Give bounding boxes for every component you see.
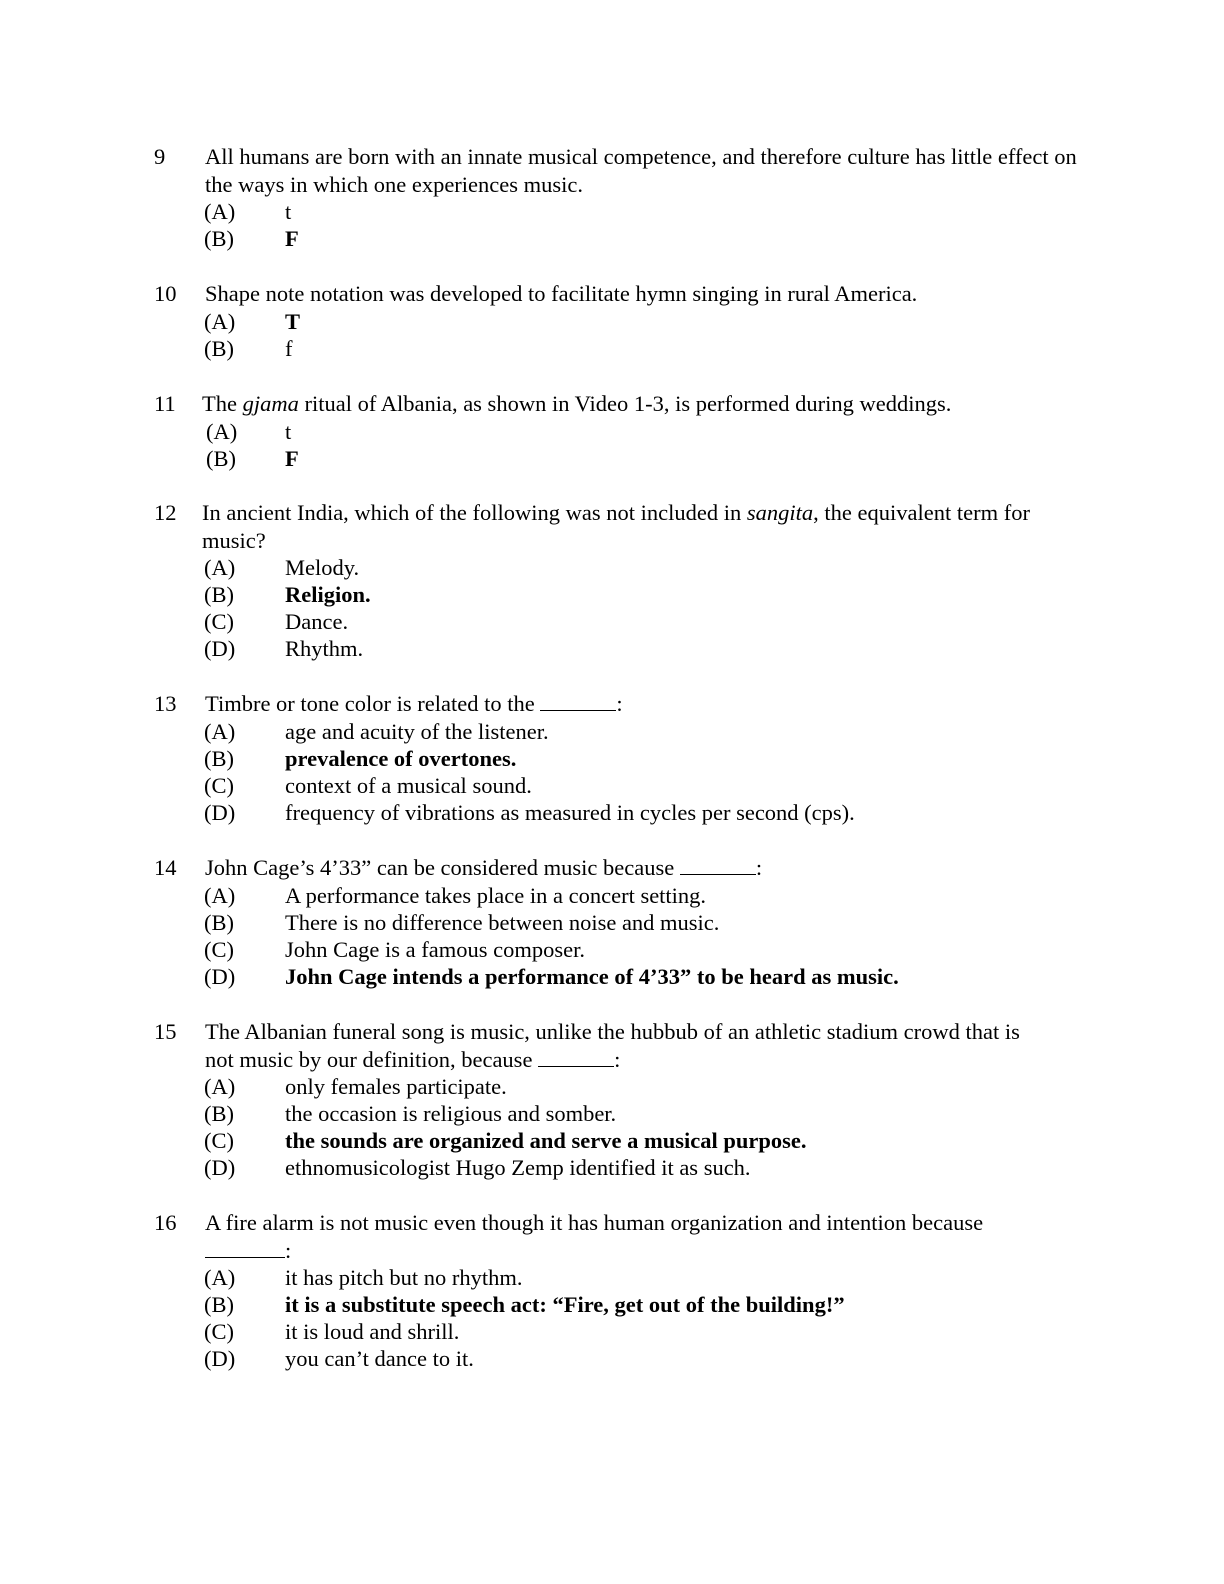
- option-letter: (D): [204, 964, 236, 989]
- answer-option[interactable]: [0, 1154, 1224, 1182]
- question-stem: [202, 390, 1082, 418]
- option-letter: (B): [204, 226, 234, 251]
- option-letter: (B): [206, 446, 236, 471]
- option-text: f: [285, 336, 293, 361]
- answer-option[interactable]: [0, 909, 1224, 937]
- answer-option[interactable]: [0, 799, 1224, 827]
- option-letter: (D): [204, 1155, 236, 1180]
- answer-option-correct[interactable]: [0, 581, 1224, 609]
- option-letter: (C): [204, 1128, 234, 1153]
- option-letter: (A): [204, 718, 236, 744]
- option-letter: (B): [204, 910, 234, 935]
- option-text: T: [285, 308, 301, 334]
- option-text: it is loud and shrill.: [285, 1319, 460, 1344]
- stem-text: The: [202, 391, 243, 416]
- answer-option-correct[interactable]: [0, 1291, 1224, 1319]
- question-stem: Shape note notation was developed to facilitate hymn singing in rural America.: [205, 281, 918, 306]
- question-stem: [205, 1209, 1085, 1264]
- option-letter: (A): [204, 1265, 236, 1290]
- option-text: John Cage is a famous composer.: [285, 937, 585, 962]
- answer-option[interactable]: [0, 936, 1224, 964]
- option-letter: (B): [204, 336, 234, 361]
- question-number: 13: [154, 691, 177, 716]
- option-letter: (B): [204, 582, 234, 607]
- stem-line-2: [205, 1046, 1085, 1074]
- answer-blank: [680, 856, 756, 875]
- option-letter: (B): [204, 746, 234, 771]
- answer-option[interactable]: [0, 608, 1224, 636]
- question-stem: All humans are born with an innate musical competence, and therefore culture has little effect on the ways in which one experiences music.: [205, 144, 1077, 197]
- stem-text: :: [614, 1046, 621, 1072]
- stem-text: Timbre or tone color is related to the: [205, 691, 541, 716]
- option-text: context of a musical sound.: [285, 773, 532, 798]
- option-text: it has pitch but no rhythm.: [285, 1265, 523, 1290]
- answer-option[interactable]: [0, 772, 1224, 800]
- question-stem: [205, 854, 1085, 882]
- question-number: 10: [154, 281, 177, 306]
- option-text: t: [285, 418, 292, 444]
- option-letter: (A): [206, 418, 238, 444]
- answer-option-correct[interactable]: [0, 745, 1224, 773]
- question-number: 11: [154, 391, 176, 416]
- stem-text: A fire alarm is not music even though it has human organization and intention because: [205, 1210, 984, 1235]
- option-letter: (B): [204, 1101, 234, 1126]
- answer-blank: [205, 1239, 285, 1258]
- option-text: ethnomusicologist Hugo Zemp identified it as such.: [285, 1155, 751, 1180]
- option-letter: (A): [204, 308, 236, 334]
- stem-text: :: [755, 855, 763, 880]
- stem-text: ritual of Albania, as shown in Video 1-3, is performed during weddings.: [298, 391, 952, 416]
- option-text: age and acuity of the listener.: [285, 718, 549, 744]
- question-stem: [205, 1018, 1085, 1073]
- answer-option-correct[interactable]: [0, 445, 1224, 473]
- answer-option[interactable]: [0, 1073, 1224, 1101]
- answer-option[interactable]: [0, 1345, 1224, 1373]
- option-text: Religion.: [285, 582, 371, 607]
- stem-text: not music by our definition, because: [205, 1046, 539, 1072]
- stem-italic-term: gjama: [242, 391, 299, 416]
- option-letter: (A): [204, 883, 236, 908]
- question-stem: [205, 690, 1085, 718]
- question-number: 9: [154, 144, 166, 169]
- option-letter: (B): [204, 1292, 234, 1317]
- option-letter: (A): [204, 555, 236, 580]
- answer-option[interactable]: [0, 635, 1224, 663]
- stem-text: In ancient India, which of the following was not included in: [202, 500, 747, 525]
- answer-option[interactable]: [0, 418, 1224, 446]
- stem-text: , the equivalent term for music?: [202, 500, 1030, 553]
- option-text: the occasion is religious and somber.: [285, 1101, 617, 1126]
- option-letter: (D): [204, 800, 236, 825]
- option-text: you can’t dance to it.: [285, 1346, 474, 1371]
- option-text: prevalence of overtones.: [285, 746, 517, 771]
- option-letter: (D): [204, 636, 236, 661]
- answer-option[interactable]: [0, 554, 1224, 582]
- answer-blank: [538, 1048, 614, 1067]
- option-text: F: [285, 446, 299, 471]
- option-text: Dance.: [285, 609, 349, 634]
- answer-blank: [540, 692, 616, 711]
- option-text: Rhythm.: [285, 636, 364, 661]
- answer-option-correct[interactable]: [0, 308, 1224, 336]
- answer-option[interactable]: [0, 335, 1224, 363]
- question-number: 16: [154, 1210, 177, 1235]
- question-number: 15: [154, 1019, 177, 1044]
- answer-option[interactable]: [0, 1100, 1224, 1128]
- answer-option[interactable]: [0, 882, 1224, 910]
- stem-italic-term: sangita: [746, 500, 814, 525]
- answer-option-correct[interactable]: [0, 963, 1224, 991]
- option-text: it is a substitute speech act: “Fire, get out of the building!”: [285, 1292, 845, 1317]
- answer-option[interactable]: [0, 198, 1224, 226]
- answer-option[interactable]: [0, 718, 1224, 746]
- option-text: F: [285, 226, 299, 251]
- option-letter: (A): [204, 199, 236, 224]
- option-letter: (C): [204, 773, 234, 798]
- question-number: 14: [154, 855, 177, 880]
- option-letter: (A): [204, 1074, 236, 1099]
- stem-text: :: [285, 1237, 292, 1263]
- stem-text: :: [616, 691, 623, 716]
- option-text: only females participate.: [285, 1074, 507, 1099]
- answer-option-correct[interactable]: [0, 225, 1224, 253]
- option-text: t: [285, 199, 292, 224]
- option-text: frequency of vibrations as measured in cycles per second (cps).: [285, 800, 855, 825]
- answer-option[interactable]: [0, 1318, 1224, 1346]
- option-text: There is no difference between noise and music.: [285, 910, 720, 935]
- option-text: the sounds are organized and serve a musical purpose.: [285, 1128, 807, 1153]
- stem-text: The Albanian funeral song is music, unlike the hubbub of an athletic stadium crowd that is: [205, 1019, 1020, 1044]
- answer-option-correct[interactable]: [0, 1127, 1224, 1155]
- question-stem: [202, 499, 1082, 554]
- stem-text: John Cage’s 4’33” can be considered music because: [205, 855, 680, 880]
- option-letter: (C): [204, 937, 234, 962]
- option-letter: (C): [204, 1319, 234, 1344]
- option-text: John Cage intends a performance of 4’33” to be heard as music.: [285, 964, 899, 989]
- option-text: Melody.: [285, 555, 360, 580]
- stem-line-2: [205, 1237, 1085, 1265]
- answer-option[interactable]: [0, 1264, 1224, 1292]
- option-text: A performance takes place in a concert setting.: [285, 883, 707, 908]
- question-number: 12: [154, 500, 177, 525]
- option-letter: (C): [204, 609, 234, 634]
- option-letter: (D): [204, 1346, 236, 1371]
